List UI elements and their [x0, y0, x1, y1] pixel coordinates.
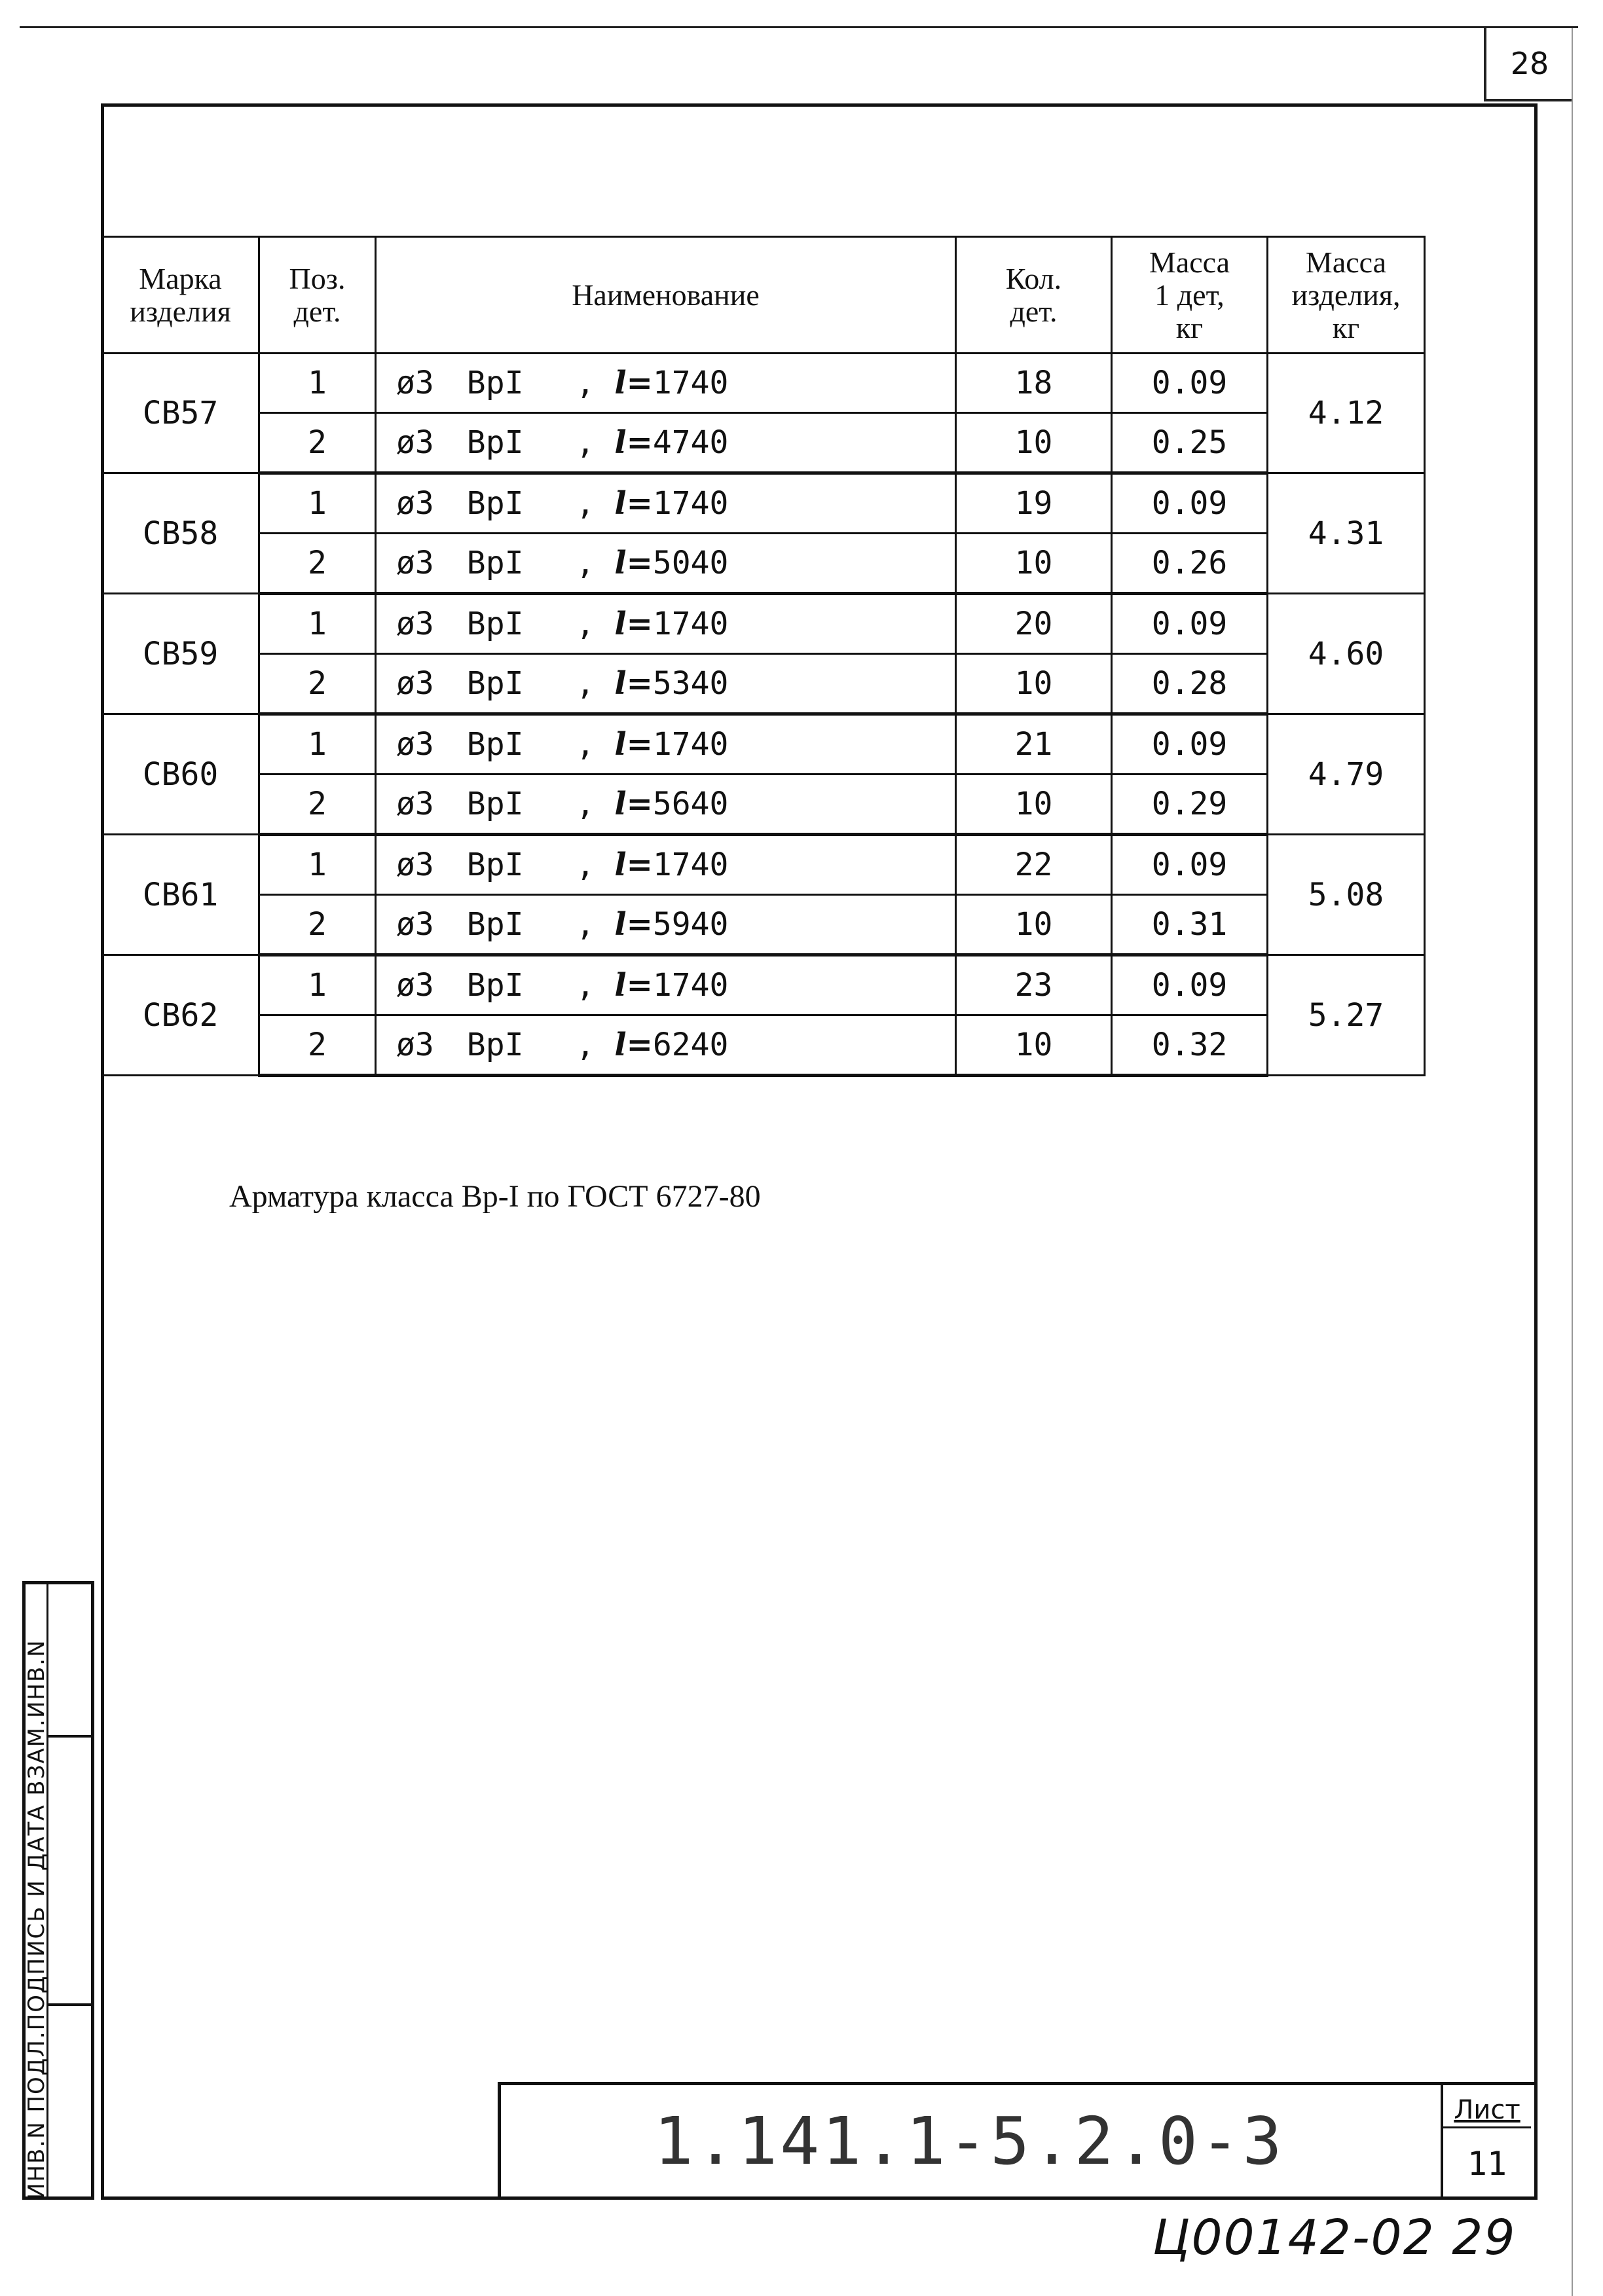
mass-piece-cell: 0.25 — [1112, 413, 1268, 473]
mark-cell: СВ61 — [102, 835, 259, 955]
qty-cell: 10 — [956, 413, 1112, 473]
length-symbol: l= — [614, 906, 653, 943]
qty-cell: 10 — [956, 654, 1112, 714]
table-row — [102, 473, 1425, 534]
table-row — [102, 534, 1425, 594]
mass-piece-cell: 0.09 — [1112, 835, 1268, 895]
qty-cell: 18 — [956, 354, 1112, 413]
header-qty: Кол. дет. — [956, 237, 1112, 354]
length-value: 1740 — [652, 606, 729, 642]
qty-cell: 22 — [956, 835, 1112, 895]
side-stamp-divider — [48, 1735, 94, 1738]
sheet-label: Лист — [1443, 2092, 1531, 2128]
steel-class: ВрI — [466, 365, 524, 401]
table-row — [102, 835, 1425, 895]
qty-cell: 20 — [956, 594, 1112, 654]
mass-total-cell: 4.79 — [1268, 714, 1425, 835]
mass-piece-cell: 0.31 — [1112, 895, 1268, 955]
length-value: 1740 — [652, 967, 729, 1004]
name-cell: ø3 ВрI , l=1740 — [376, 835, 956, 895]
header-mark: Марка изделия — [102, 237, 259, 354]
diameter: ø3 — [396, 967, 434, 1004]
length-symbol: l= — [614, 365, 653, 401]
length-symbol: l= — [614, 1027, 653, 1063]
archive-stamp: Ц00142-02 29 — [1152, 2210, 1517, 2266]
mass-piece-cell: 0.09 — [1112, 473, 1268, 534]
mass-piece-cell: 0.09 — [1112, 955, 1268, 1015]
mass-piece-cell: 0.32 — [1112, 1015, 1268, 1076]
mark-cell: СВ60 — [102, 714, 259, 835]
steel-class: ВрI — [466, 847, 524, 883]
mass-total-cell: 4.12 — [1268, 354, 1425, 473]
name-cell: ø3 ВрI , l=5040 — [376, 534, 956, 594]
pos-cell: 2 — [259, 413, 376, 473]
qty-cell: 10 — [956, 1015, 1112, 1076]
name-cell: ø3 ВрI , l=1740 — [376, 955, 956, 1015]
name-cell: ø3 ВрI , l=1740 — [376, 714, 956, 774]
table-row — [102, 955, 1425, 1015]
length-value: 1740 — [652, 485, 729, 522]
steel-class: ВрI — [466, 606, 524, 642]
length-symbol: l= — [614, 967, 653, 1004]
reinforcement-note: Арматура класса Вр-I по ГОСТ 6727-80 — [229, 1179, 761, 1214]
pos-cell: 1 — [259, 473, 376, 534]
mass-total-cell: 5.27 — [1268, 955, 1425, 1076]
mass-total-cell: 5.08 — [1268, 835, 1425, 955]
side-stamp-divider — [48, 2003, 94, 2006]
length-value: 5940 — [652, 906, 729, 943]
qty-cell: 10 — [956, 774, 1112, 835]
diameter: ø3 — [396, 606, 434, 642]
mark-cell: СВ59 — [102, 594, 259, 714]
mass-piece-cell: 0.26 — [1112, 534, 1268, 594]
steel-class: ВрI — [466, 665, 524, 702]
length-symbol: l= — [614, 606, 653, 642]
length-symbol: l= — [614, 485, 653, 522]
header-name: Наименование — [376, 237, 956, 354]
name-cell: ø3 ВрI , l=1740 — [376, 473, 956, 534]
length-value: 1740 — [652, 726, 729, 763]
pos-cell: 1 — [259, 354, 376, 413]
pos-cell: 2 — [259, 654, 376, 714]
diameter: ø3 — [396, 786, 434, 822]
mark-cell: СВ58 — [102, 473, 259, 594]
diameter: ø3 — [396, 665, 434, 702]
length-value: 4740 — [652, 424, 729, 461]
name-cell: ø3 ВрI , l=5340 — [376, 654, 956, 714]
document-code: 1.141.1-5.2.0-3 — [654, 2102, 1285, 2179]
length-value: 5640 — [652, 786, 729, 822]
pos-cell: 1 — [259, 955, 376, 1015]
mass-piece-cell: 0.29 — [1112, 774, 1268, 835]
table-row — [102, 594, 1425, 654]
name-cell: ø3 ВрI , l=6240 — [376, 1015, 956, 1076]
diameter: ø3 — [396, 847, 434, 883]
mass-piece-cell: 0.09 — [1112, 354, 1268, 413]
steel-class: ВрI — [466, 726, 524, 763]
page-edge — [1572, 28, 1573, 2296]
specification-table — [101, 236, 1426, 1077]
sheet-number: 28 — [1484, 28, 1573, 101]
length-value: 1740 — [652, 365, 729, 401]
length-symbol: l= — [614, 726, 653, 763]
diameter: ø3 — [396, 424, 434, 461]
length-symbol: l= — [614, 665, 653, 702]
length-value: 5040 — [652, 545, 729, 581]
steel-class: ВрI — [466, 424, 524, 461]
steel-class: ВрI — [466, 545, 524, 581]
name-cell: ø3 ВрI , l=5940 — [376, 895, 956, 955]
header-mass-total: Масса изделия, кг — [1268, 237, 1425, 354]
length-value: 1740 — [652, 847, 729, 883]
qty-cell: 10 — [956, 534, 1112, 594]
mass-total-cell: 4.31 — [1268, 473, 1425, 594]
qty-cell: 10 — [956, 895, 1112, 955]
table-row — [102, 354, 1425, 413]
side-stamp-text: ИНВ.N ПОДЛ.ПОДПИСЬ И ДАТА ВЗАМ.ИНВ.N — [24, 1639, 50, 2200]
pos-cell: 2 — [259, 534, 376, 594]
table-row — [102, 413, 1425, 473]
diameter: ø3 — [396, 485, 434, 522]
pos-cell: 2 — [259, 1015, 376, 1076]
mass-piece-cell: 0.09 — [1112, 594, 1268, 654]
table-row — [102, 654, 1425, 714]
name-cell: ø3 ВрI , l=4740 — [376, 413, 956, 473]
table-row — [102, 1015, 1425, 1076]
diameter: ø3 — [396, 545, 434, 581]
name-cell: ø3 ВрI , l=1740 — [376, 354, 956, 413]
mark-cell: СВ62 — [102, 955, 259, 1076]
length-value: 5340 — [652, 665, 729, 702]
mass-piece-cell: 0.28 — [1112, 654, 1268, 714]
top-rule — [20, 26, 1578, 28]
length-value: 6240 — [652, 1027, 729, 1063]
length-symbol: l= — [614, 545, 653, 581]
diameter: ø3 — [396, 1027, 434, 1063]
qty-cell: 19 — [956, 473, 1112, 534]
length-symbol: l= — [614, 786, 653, 822]
header-pos: Поз. дет. — [259, 237, 376, 354]
table-row — [102, 714, 1425, 774]
mass-total-cell: 4.60 — [1268, 594, 1425, 714]
header-mass-piece: Масса 1 дет, кг — [1112, 237, 1268, 354]
diameter: ø3 — [396, 726, 434, 763]
mass-piece-cell: 0.09 — [1112, 714, 1268, 774]
steel-class: ВрI — [466, 967, 524, 1004]
pos-cell: 1 — [259, 594, 376, 654]
pos-cell: 1 — [259, 835, 376, 895]
pos-cell: 2 — [259, 895, 376, 955]
name-cell: ø3 ВрI , l=5640 — [376, 774, 956, 835]
mark-cell: СВ57 — [102, 354, 259, 473]
diameter: ø3 — [396, 365, 434, 401]
length-symbol: l= — [614, 424, 653, 461]
steel-class: ВрI — [466, 1027, 524, 1063]
qty-cell: 21 — [956, 714, 1112, 774]
table-row — [102, 774, 1425, 835]
length-symbol: l= — [614, 847, 653, 883]
diameter: ø3 — [396, 906, 434, 943]
table-row — [102, 895, 1425, 955]
sheet-value: 11 — [1467, 2145, 1507, 2183]
steel-class: ВрI — [466, 786, 524, 822]
name-cell: ø3 ВрI , l=1740 — [376, 594, 956, 654]
qty-cell: 23 — [956, 955, 1112, 1015]
pos-cell: 2 — [259, 774, 376, 835]
steel-class: ВрI — [466, 906, 524, 943]
steel-class: ВрI — [466, 485, 524, 522]
pos-cell: 1 — [259, 714, 376, 774]
